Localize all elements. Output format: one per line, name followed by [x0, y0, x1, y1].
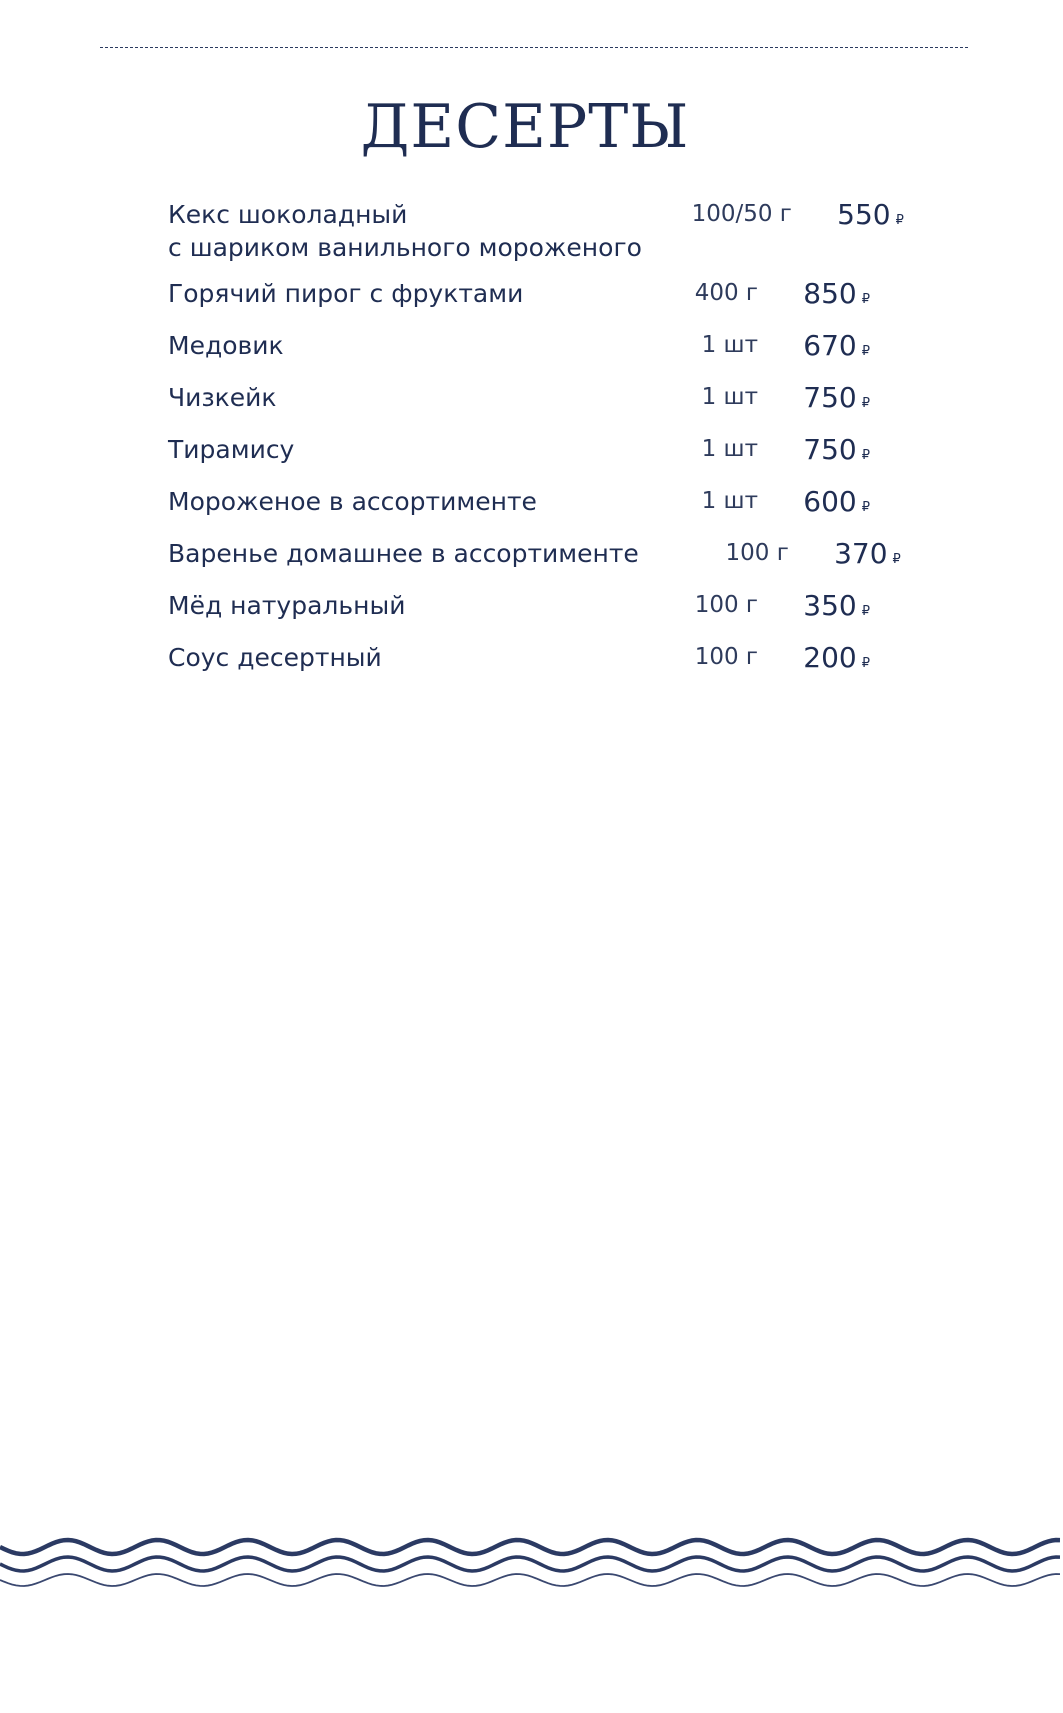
item-name-line: Мороженое в ассортименте: [168, 487, 537, 516]
ruble-icon: ₽: [861, 344, 870, 359]
menu-item: [168, 537, 901, 576]
price-value: 670: [803, 329, 857, 362]
ruble-icon: ₽: [861, 292, 870, 307]
item-weight: 1 шт: [701, 436, 758, 462]
ruble-icon: ₽: [861, 604, 870, 619]
item-price: [789, 537, 901, 576]
item-name: [168, 589, 608, 622]
menu-item: [168, 641, 898, 680]
menu-item: [168, 381, 898, 420]
ruble-icon: ₽: [892, 552, 901, 567]
price-value: 600: [803, 485, 857, 518]
item-weight: 100 г: [694, 592, 758, 618]
ruble-icon: ₽: [861, 448, 870, 463]
menu-item: [168, 485, 898, 524]
price-value: 550: [837, 198, 891, 231]
decorative-waves-icon: [0, 1530, 1063, 1600]
item-name-line: Горячий пирог с фруктами: [168, 279, 524, 308]
menu-item: [168, 198, 904, 264]
item-name-line: Варенье домашнее в ассортименте: [168, 539, 639, 568]
menu-item: [168, 589, 898, 628]
item-weight: 1 шт: [701, 488, 758, 514]
item-name: [168, 485, 608, 518]
item-name-line: Кекс шоколадный: [168, 200, 408, 229]
item-weight: 1 шт: [701, 332, 758, 358]
price-value: 200: [803, 641, 857, 674]
item-weight: 100 г: [694, 644, 758, 670]
item-weight: 100 г: [725, 540, 789, 566]
wave-line-bottom: [0, 1574, 1060, 1586]
item-name: [168, 381, 608, 414]
item-name: [168, 433, 608, 466]
top-dashed-divider: [100, 47, 968, 48]
item-price: [758, 329, 870, 368]
ruble-icon: ₽: [861, 656, 870, 671]
item-price: [792, 198, 904, 237]
price-value: 370: [834, 537, 888, 570]
price-value: 350: [803, 589, 857, 622]
menu-item: [168, 277, 898, 316]
wave-line-top: [0, 1540, 1060, 1554]
menu-item: [168, 329, 898, 368]
item-name-line: Чизкейк: [168, 383, 277, 412]
ruble-icon: ₽: [861, 500, 870, 515]
wave-line-middle: [0, 1557, 1060, 1571]
menu-list: [168, 198, 904, 693]
price-value: 750: [803, 381, 857, 414]
item-name-line: Медовик: [168, 331, 284, 360]
item-price: [758, 277, 870, 316]
item-price: [758, 641, 870, 680]
item-name-line: Соус десертный: [168, 643, 382, 672]
item-name: [168, 277, 608, 310]
item-weight: 100/50 г: [691, 201, 792, 227]
item-name: [168, 198, 642, 264]
item-weight: 1 шт: [701, 384, 758, 410]
item-name: [168, 329, 608, 362]
menu-item: [168, 433, 898, 472]
item-name-line: Мёд натуральный: [168, 591, 406, 620]
item-price: [758, 485, 870, 524]
item-price: [758, 381, 870, 420]
ruble-icon: ₽: [861, 396, 870, 411]
item-name-line-2: с шариком ванильного мороженого: [168, 233, 642, 262]
item-name: [168, 641, 608, 674]
item-price: [758, 433, 870, 472]
price-value: 750: [803, 433, 857, 466]
item-name: [168, 537, 639, 570]
item-name-line: Тирамису: [168, 435, 295, 464]
page-title: ДЕСЕРТЫ: [360, 92, 690, 162]
ruble-icon: ₽: [895, 213, 904, 228]
item-price: [758, 589, 870, 628]
price-value: 850: [803, 277, 857, 310]
item-weight: 400 г: [694, 280, 758, 306]
